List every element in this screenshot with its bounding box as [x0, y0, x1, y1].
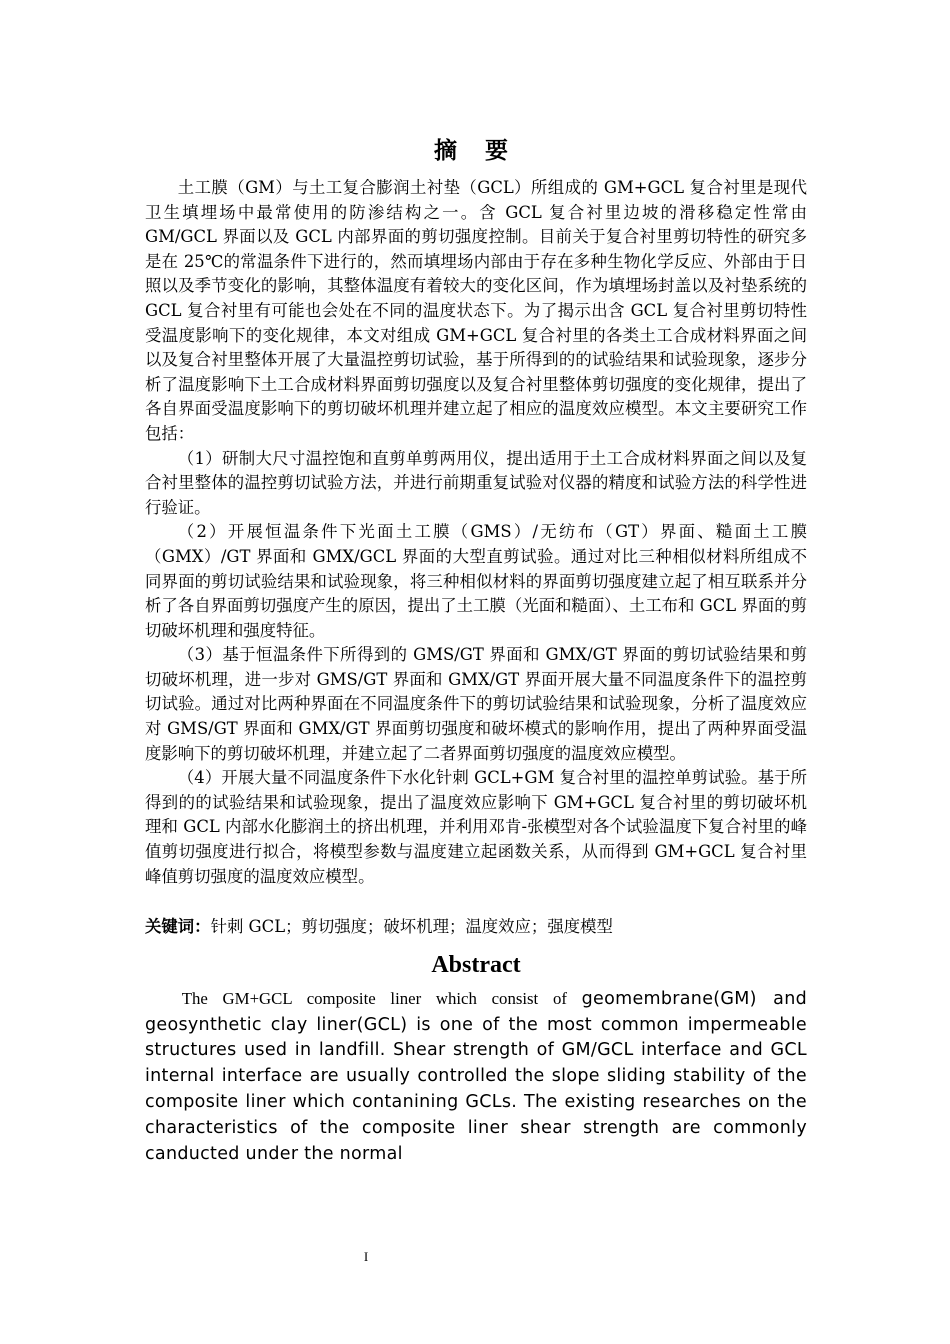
abstract-cn-paragraph-3: （2）开展恒温条件下光面土工膜（GMS）/无纺布（GT）界面、糙面土工膜（GMX）/GT 界面和 GMX/GCL 界面的大型直剪试验。通过对比三种相似材料所组成不同界面的剪切试验结果和试验现象，将三种相似材料的界面剪切强度建立起了相互联系并分析了各自界面剪切强度产生的原因，提出了土工膜（光面和糙面）、土工布和 GCL 界面的剪切破坏机理和强度特征。: [145, 522, 807, 640]
keywords-label: 关键词：: [145, 917, 211, 937]
page-number: I: [363, 1249, 369, 1264]
page-content: [145, 136, 807, 1166]
abstract-cn-paragraph-2: （1）研制大尺寸温控饱和直剪单剪两用仪，提出适用于土工合成材料界面之间以及复合衬里整体的温控剪切试验方法，并进行前期重复试验对仪器的精度和试验方法的科学性进行验证。: [145, 448, 807, 517]
abstract-en-lead: The GM+GCL composite liner which consist of: [181, 988, 582, 1008]
abstract-cn-paragraph-1: 土工膜（GM）与土工复合膨润土衬垫（GCL）所组成的 GM+GCL 复合衬里是现代卫生填埋场中最常使用的防渗结构之一。含 GCL 复合衬里边坡的滑移稳定性常由 GM/GCL 界面以及 GCL 内部界面的剪切强度控制。目前关于复合衬里剪切特性的研究多是在 25℃的常温条件下进行的，然而填埋场内部由于存在多种生物化学反应、外部由于日照以及季节变化的影响，其整体温度有着较大的变化区间，作为填埋场封盖以及衬垫系统的 GCL 复合衬里有可能也会处在不同的温度状态下。为了揭示出含 GCL 复合衬里剪切特性受温度影响下的变化规律，本文对组成 GM+GCL 复合衬里的各类土工合成材料界面之间以及复合衬里整体开展了大量温控剪切试验，基于所得到的的试验结果和试验现象，逐步分析了温度影响下土工合成材料界面剪切强度以及复合衬里整体剪切强度的变化规律，提出了各自界面受温度影响下的剪切破坏机理并建立起了相应的温度效应模型。本文主要研究工作包括：: [145, 178, 807, 443]
abstract-en-title: Abstract: [431, 951, 521, 978]
abstract-en-body: geomembrane(GM) and geosynthetic clay liner(GCL) is one of the most common impermeable structures used in landfill. Shear strength of GM/GCL interface and GCL internal interface are usually controlled the slope sliding stability of the composite liner which contanining GCLs. The existing researches on the characteristics of the composite liner shear strength are commonly canducted under the normal: [145, 988, 807, 1164]
keywords-line: [145, 915, 807, 940]
keywords-list: 针刺 GCL；剪切强度；破坏机理；温度效应；强度模型: [210, 917, 613, 937]
abstract-cn-paragraph-5: （4）开展大量不同温度条件下水化针刺 GCL+GM 复合衬里的温控单剪试验。基于所得到的的试验结果和试验现象，提出了温度效应影响下 GM+GCL 复合衬里的剪切破坏机理和 GCL 内部水化膨润土的挤出机理，并利用邓肯-张模型对各个试验温度下复合衬里的峰值剪切强度进行拟合，将模型参数与温度建立起函数关系，从而得到 GM+GCL 复合衬里峰值剪切强度的温度效应模型。: [145, 768, 807, 886]
abstract-cn-paragraph-4: （3）基于恒温条件下所得到的 GMS/GT 界面和 GMX/GT 界面的剪切试验结果和剪切破坏机理，进一步对 GMS/GT 界面和 GMX/GT 界面开展大量不同温度条件下的温控剪切试验。通过对比两种界面在不同温度条件下的剪切试验结果和试验现象，分析了温度效应对 GMS/GT 界面和 GMX/GT 界面剪切强度和破坏模式的影响作用，提出了两种界面受温度影响下的剪切破坏机理，并建立起了二者界面剪切强度的温度效应模型。: [145, 645, 807, 763]
abstract-cn-title: 摘 要: [433, 138, 518, 164]
abstract-en-paragraph: [145, 986, 807, 1167]
